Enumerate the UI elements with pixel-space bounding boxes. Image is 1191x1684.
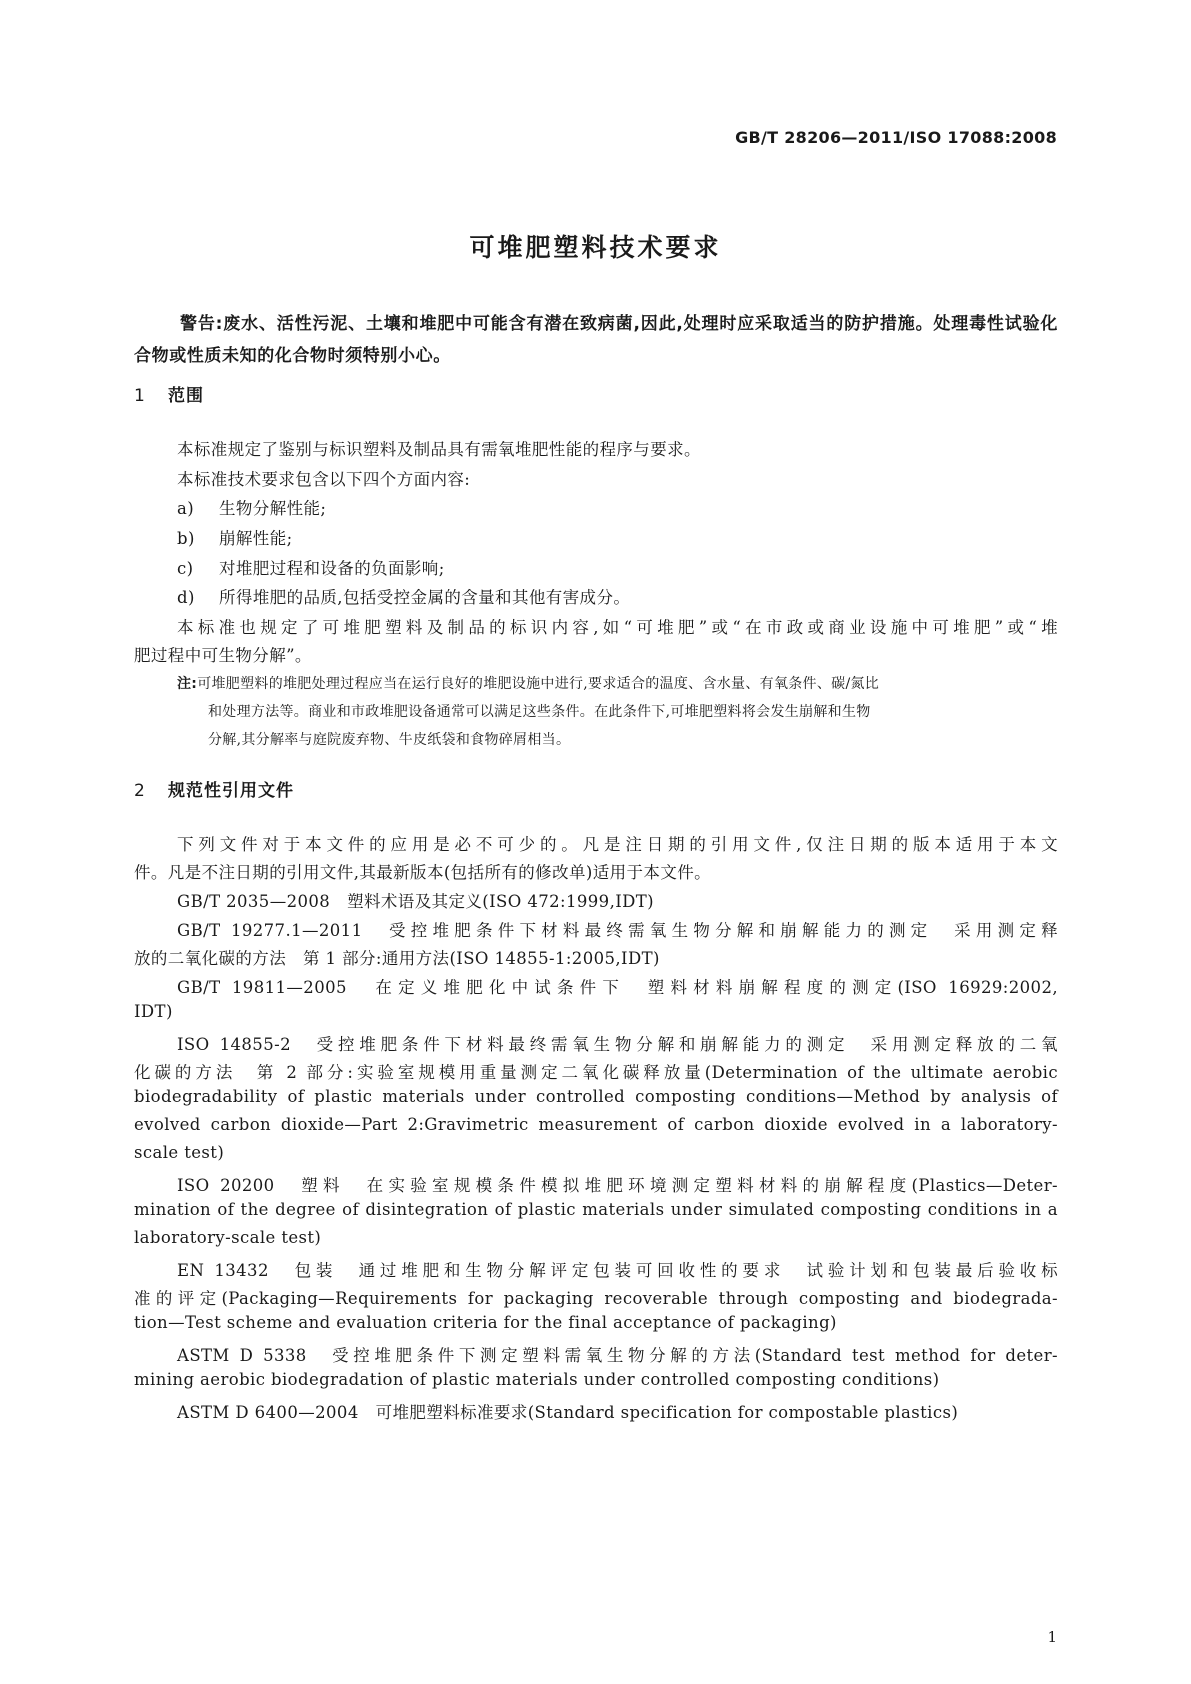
section-title: 范围 bbox=[168, 386, 204, 406]
note-text: 可堆肥塑料的堆肥处理过程应当在运行良好的堆肥设施中进行,要求适合的温度、含水量、有氧条件、碳/氮比 bbox=[197, 676, 880, 692]
reference-entry: ASTM D 6400—2004 可堆肥塑料标准要求(Standard specification for compostable plastics) bbox=[177, 1403, 959, 1422]
references-intro: 下列文件对于本文件的应用是必不可少的。凡是注日期的引用文件,仅注日期的版本适用于本文 bbox=[177, 835, 1058, 854]
reference-entry: GB/T 2035—2008 塑料术语及其定义(ISO 472:1999,IDT) bbox=[177, 892, 655, 911]
reference-entry: GB/T 19811—2005 在定义堆肥化中试条件下 塑料材料崩解程度的测定(ISO 16929:2002, bbox=[177, 978, 1058, 997]
standard-number: GB/T 28206—2011/ISO 17088:2008 bbox=[735, 128, 1057, 147]
section-2-heading bbox=[134, 776, 294, 801]
reference-entry: 化碳的方法 第 2 部分:实验室规模用重量测定二氧化碳释放量(Determination of the ultimate aerobic bbox=[134, 1063, 1058, 1082]
scope-paragraph: 本标准也规定了可堆肥塑料及制品的标识内容,如“可堆肥”或“在市政或商业设施中可堆肥”或“堆 bbox=[177, 618, 1058, 637]
reference-entry: tion—Test scheme and evaluation criteria for the final acceptance of packaging) bbox=[134, 1313, 837, 1332]
section-1-heading bbox=[134, 381, 204, 406]
reference-entry: ISO 20200 塑料 在实验室规模条件模拟堆肥环境测定塑料材料的崩解程度(Plastics—Deter- bbox=[177, 1176, 1058, 1195]
reference-entry: biodegradability of plastic materials under controlled composting conditions—Method by analysis of bbox=[134, 1087, 1058, 1106]
note-text: 和处理方法等。商业和市政堆肥设备通常可以满足这些条件。在此条件下,可堆肥塑料将会发生崩解和生物 bbox=[208, 704, 871, 720]
list-marker: a) bbox=[177, 499, 195, 518]
reference-entry: ISO 14855-2 受控堆肥条件下材料最终需氧生物分解和崩解能力的测定 采用测定释放的二氧 bbox=[177, 1035, 1058, 1054]
note-label: 注: bbox=[177, 676, 198, 692]
warning-paragraph: 警告:废水、活性污泥、土壤和堆肥中可能含有潜在致病菌,因此,处理时应采取适当的防护措施。处理毒性试验化合物或性质未知的化合物时须特别小心。 bbox=[134, 314, 1058, 366]
list-marker: d) bbox=[177, 588, 195, 607]
list-item-text: 崩解性能; bbox=[219, 529, 293, 548]
list-item bbox=[177, 525, 1101, 549]
list-item bbox=[177, 555, 1101, 579]
list-marker: b) bbox=[177, 529, 195, 548]
reference-entry: ASTM D 5338 受控堆肥条件下测定塑料需氧生物分解的方法(Standard test method for deter- bbox=[177, 1346, 1058, 1365]
reference-entry: 放的二氧化碳的方法 第 1 部分:通用方法(ISO 14855-1:2005,IDT) bbox=[134, 949, 660, 968]
scope-paragraph: 本标准规定了鉴别与标识塑料及制品具有需氧堆肥性能的程序与要求。 bbox=[177, 440, 701, 459]
reference-entry: 准的评定(Packaging—Requirements for packaging recoverable through composting and biodegrada- bbox=[134, 1289, 1058, 1308]
list-marker: c) bbox=[177, 559, 194, 578]
reference-entry: IDT) bbox=[134, 1002, 173, 1021]
reference-entry: GB/T 19277.1—2011 受控堆肥条件下材料最终需氧生物分解和崩解能力的测定 采用测定释 bbox=[177, 921, 1058, 940]
page-number: 1 bbox=[1047, 1628, 1057, 1646]
list-item-text: 所得堆肥的品质,包括受控金属的含量和其他有害成分。 bbox=[219, 588, 631, 607]
reference-entry: mining aerobic biodegradation of plastic materials under controlled composting conditions) bbox=[134, 1370, 940, 1389]
note-text: 分解,其分解率与庭院废弃物、牛皮纸袋和食物碎屑相当。 bbox=[208, 732, 571, 748]
list-item-text: 生物分解性能; bbox=[219, 499, 327, 518]
note bbox=[177, 670, 1058, 698]
list-item-text: 对堆肥过程和设备的负面影响; bbox=[219, 559, 445, 578]
reference-entry: evolved carbon dioxide—Part 2:Gravimetric measurement of carbon dioxide evolved in a laboratory- bbox=[134, 1115, 1058, 1134]
section-number: 2 bbox=[134, 781, 146, 801]
document-title: 可堆肥塑料技术要求 bbox=[469, 233, 722, 262]
reference-entry: mination of the degree of disintegration of plastic materials under simulated composting conditions in a bbox=[134, 1200, 1058, 1219]
section-number: 1 bbox=[134, 386, 146, 406]
reference-entry: EN 13432 包装 通过堆肥和生物分解评定包装可回收性的要求 试验计划和包装最后验收标 bbox=[177, 1261, 1058, 1280]
scope-paragraph: 肥过程中可生物分解”。 bbox=[134, 646, 312, 665]
section-title: 规范性引用文件 bbox=[168, 781, 294, 801]
reference-entry: laboratory-scale test) bbox=[134, 1228, 322, 1247]
references-intro: 件。凡是不注日期的引用文件,其最新版本(包括所有的修改单)适用于本文件。 bbox=[134, 863, 712, 882]
list-item bbox=[177, 584, 1101, 608]
scope-paragraph: 本标准技术要求包含以下四个方面内容: bbox=[177, 470, 471, 489]
reference-entry: scale test) bbox=[134, 1143, 225, 1162]
list-item bbox=[177, 495, 1101, 519]
